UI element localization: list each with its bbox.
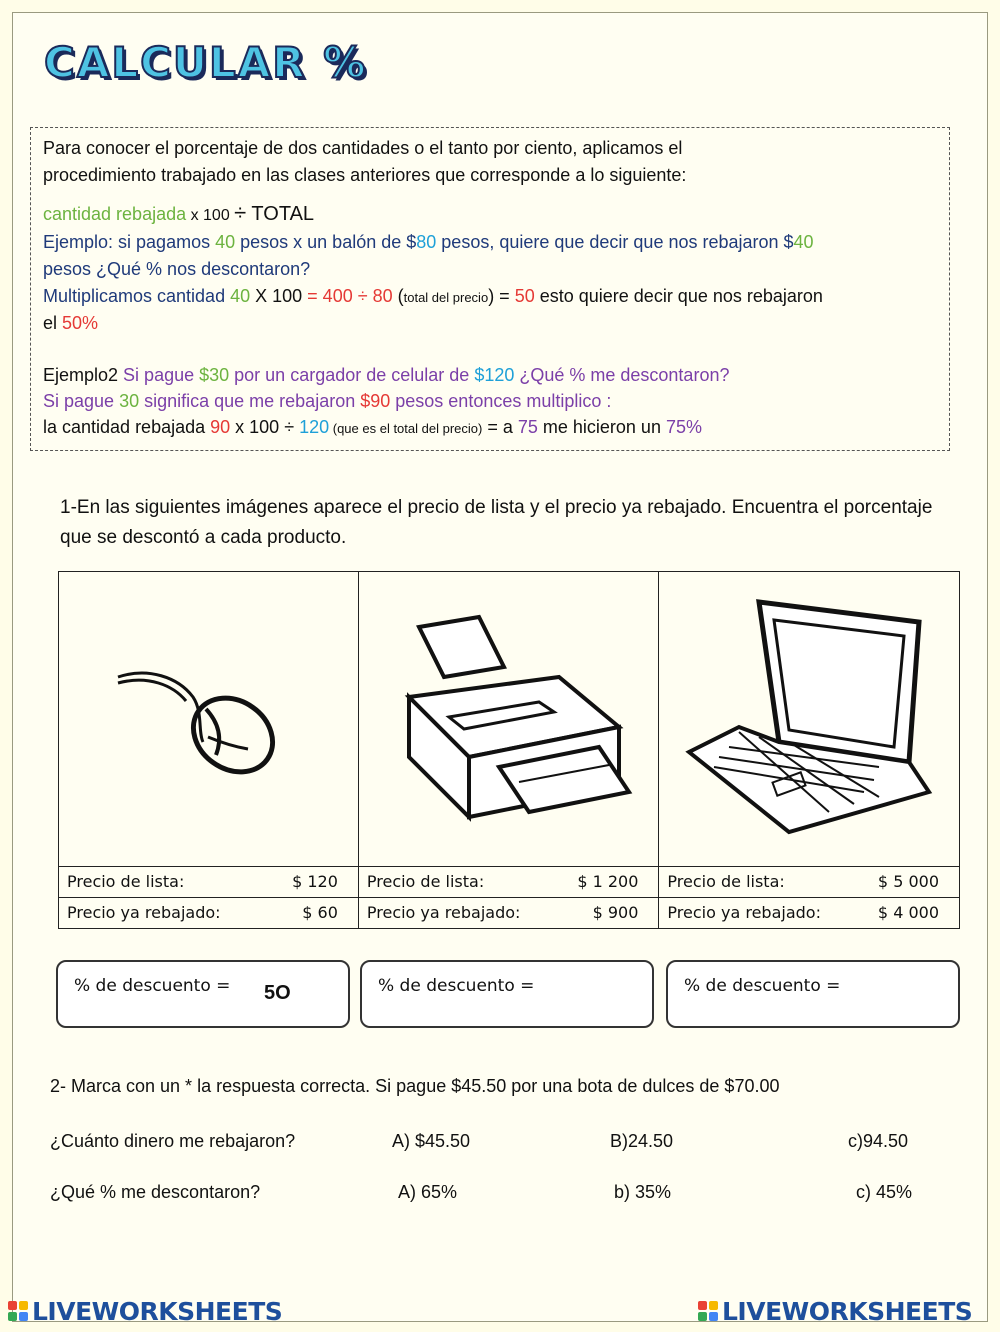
- list-price-label: Precio de lista:: [67, 872, 185, 891]
- discount-answer[interactable]: 5O: [264, 982, 291, 1004]
- list-price-value: $ 5 000: [877, 872, 939, 891]
- multiply-line: Multiplicamos cantidad 40 X 100 = 400 ÷ 80 (total del precio) = 50 esto quiere decir que nos rebajaron: [43, 286, 823, 306]
- option-c[interactable]: c)94.50: [848, 1131, 909, 1151]
- sale-price-value: $ 60: [302, 903, 338, 922]
- list-price-label: Precio de lista:: [667, 872, 785, 891]
- example-2-calc: la cantidad rebajada 90 x 100 ÷ 120 (que es el total del precio) = a 75 me hicieron un 75%: [43, 417, 702, 437]
- explanation-box: [30, 127, 950, 451]
- printer-image-cell: [358, 572, 659, 867]
- option-b[interactable]: B)24.50: [610, 1131, 674, 1151]
- liveworksheets-logo-left: LIVEWORKSHEETS: [8, 1296, 282, 1326]
- list-price-row: [358, 867, 659, 898]
- list-price-row: [59, 867, 359, 898]
- list-price-row: [659, 867, 960, 898]
- option-c[interactable]: c) 45%: [856, 1182, 913, 1202]
- laptop-icon: [679, 592, 939, 842]
- option-a[interactable]: A) $45.50: [392, 1131, 471, 1151]
- question-2-prompt: 2- Marca con un * la respuesta correcta. Si pague $45.50 por una bota de dulces de $70.00: [50, 1076, 780, 1096]
- discount-label: % de descuento =: [684, 976, 841, 996]
- logo-squares-icon: [698, 1301, 718, 1321]
- question-2-row-2: ¿Qué % me descontaron?: [50, 1182, 261, 1202]
- discount-answer-box-mouse[interactable]: [56, 960, 350, 1028]
- sale-price-label: Precio ya rebajado:: [67, 903, 221, 922]
- list-price-label: Precio de lista:: [366, 872, 485, 891]
- sale-price-row: [358, 898, 659, 929]
- sale-price-value: $ 4 000: [877, 903, 939, 922]
- sale-price-row: [59, 898, 359, 929]
- liveworksheets-logo-right: LIVEWORKSHEETS: [698, 1296, 972, 1326]
- mouse-image-cell: [59, 572, 359, 867]
- option-b[interactable]: b) 35%: [614, 1182, 672, 1202]
- multiply-result: el 50%: [43, 313, 99, 333]
- laptop-image-cell: [659, 572, 960, 867]
- sale-price-label: Precio ya rebajado:: [667, 903, 821, 922]
- sale-price-label: Precio ya rebajado:: [366, 903, 521, 922]
- option-a[interactable]: A) 65%: [398, 1182, 458, 1202]
- formula-line: cantidad rebajada x 100 ÷ TOTAL: [43, 200, 315, 225]
- page-title: CALCULAR %: [44, 38, 368, 87]
- sale-price-value: $ 900: [592, 903, 639, 922]
- products-table: [58, 571, 960, 929]
- list-price-value: $ 120: [292, 872, 338, 891]
- example-1-question: pesos ¿Qué % nos descontaron?: [43, 259, 311, 279]
- discount-label: % de descuento =: [74, 976, 231, 996]
- example-2-explain: Si pague 30 significa que me rebajaron $90 pesos entonces multiplico :: [43, 391, 612, 411]
- example-2-line: Ejemplo2 Si pague $30 por un cargador de celular de $120 ¿Qué % me descontaron?: [43, 365, 730, 385]
- intro-line-1: Para conocer el porcentaje de dos cantidades o el tanto por ciento, aplicamos el: [43, 138, 683, 158]
- example-1-line: Ejemplo: si pagamos 40 pesos x un balón de $80 pesos, quiere que decir que nos rebajaron $40: [43, 232, 814, 252]
- discount-answer-box-laptop[interactable]: [666, 960, 960, 1028]
- discount-label: % de descuento =: [378, 976, 535, 996]
- question-2-row-1: ¿Cuánto dinero me rebajaron?: [50, 1131, 296, 1151]
- sale-price-row: [659, 898, 960, 929]
- mouse-icon: [108, 637, 308, 797]
- discount-answer-box-printer[interactable]: [360, 960, 654, 1028]
- logo-squares-icon: [8, 1301, 28, 1321]
- list-price-value: $ 1 200: [577, 872, 639, 891]
- intro-line-2: procedimiento trabajado en las clases anteriores que corresponde a lo siguiente:: [43, 165, 687, 185]
- printer-icon: [379, 607, 639, 827]
- question-1: 1-En las siguientes imágenes aparece el precio de lista y el precio ya rebajado. Encuentra el porcentaje que se descontó a cada producto.: [60, 497, 933, 548]
